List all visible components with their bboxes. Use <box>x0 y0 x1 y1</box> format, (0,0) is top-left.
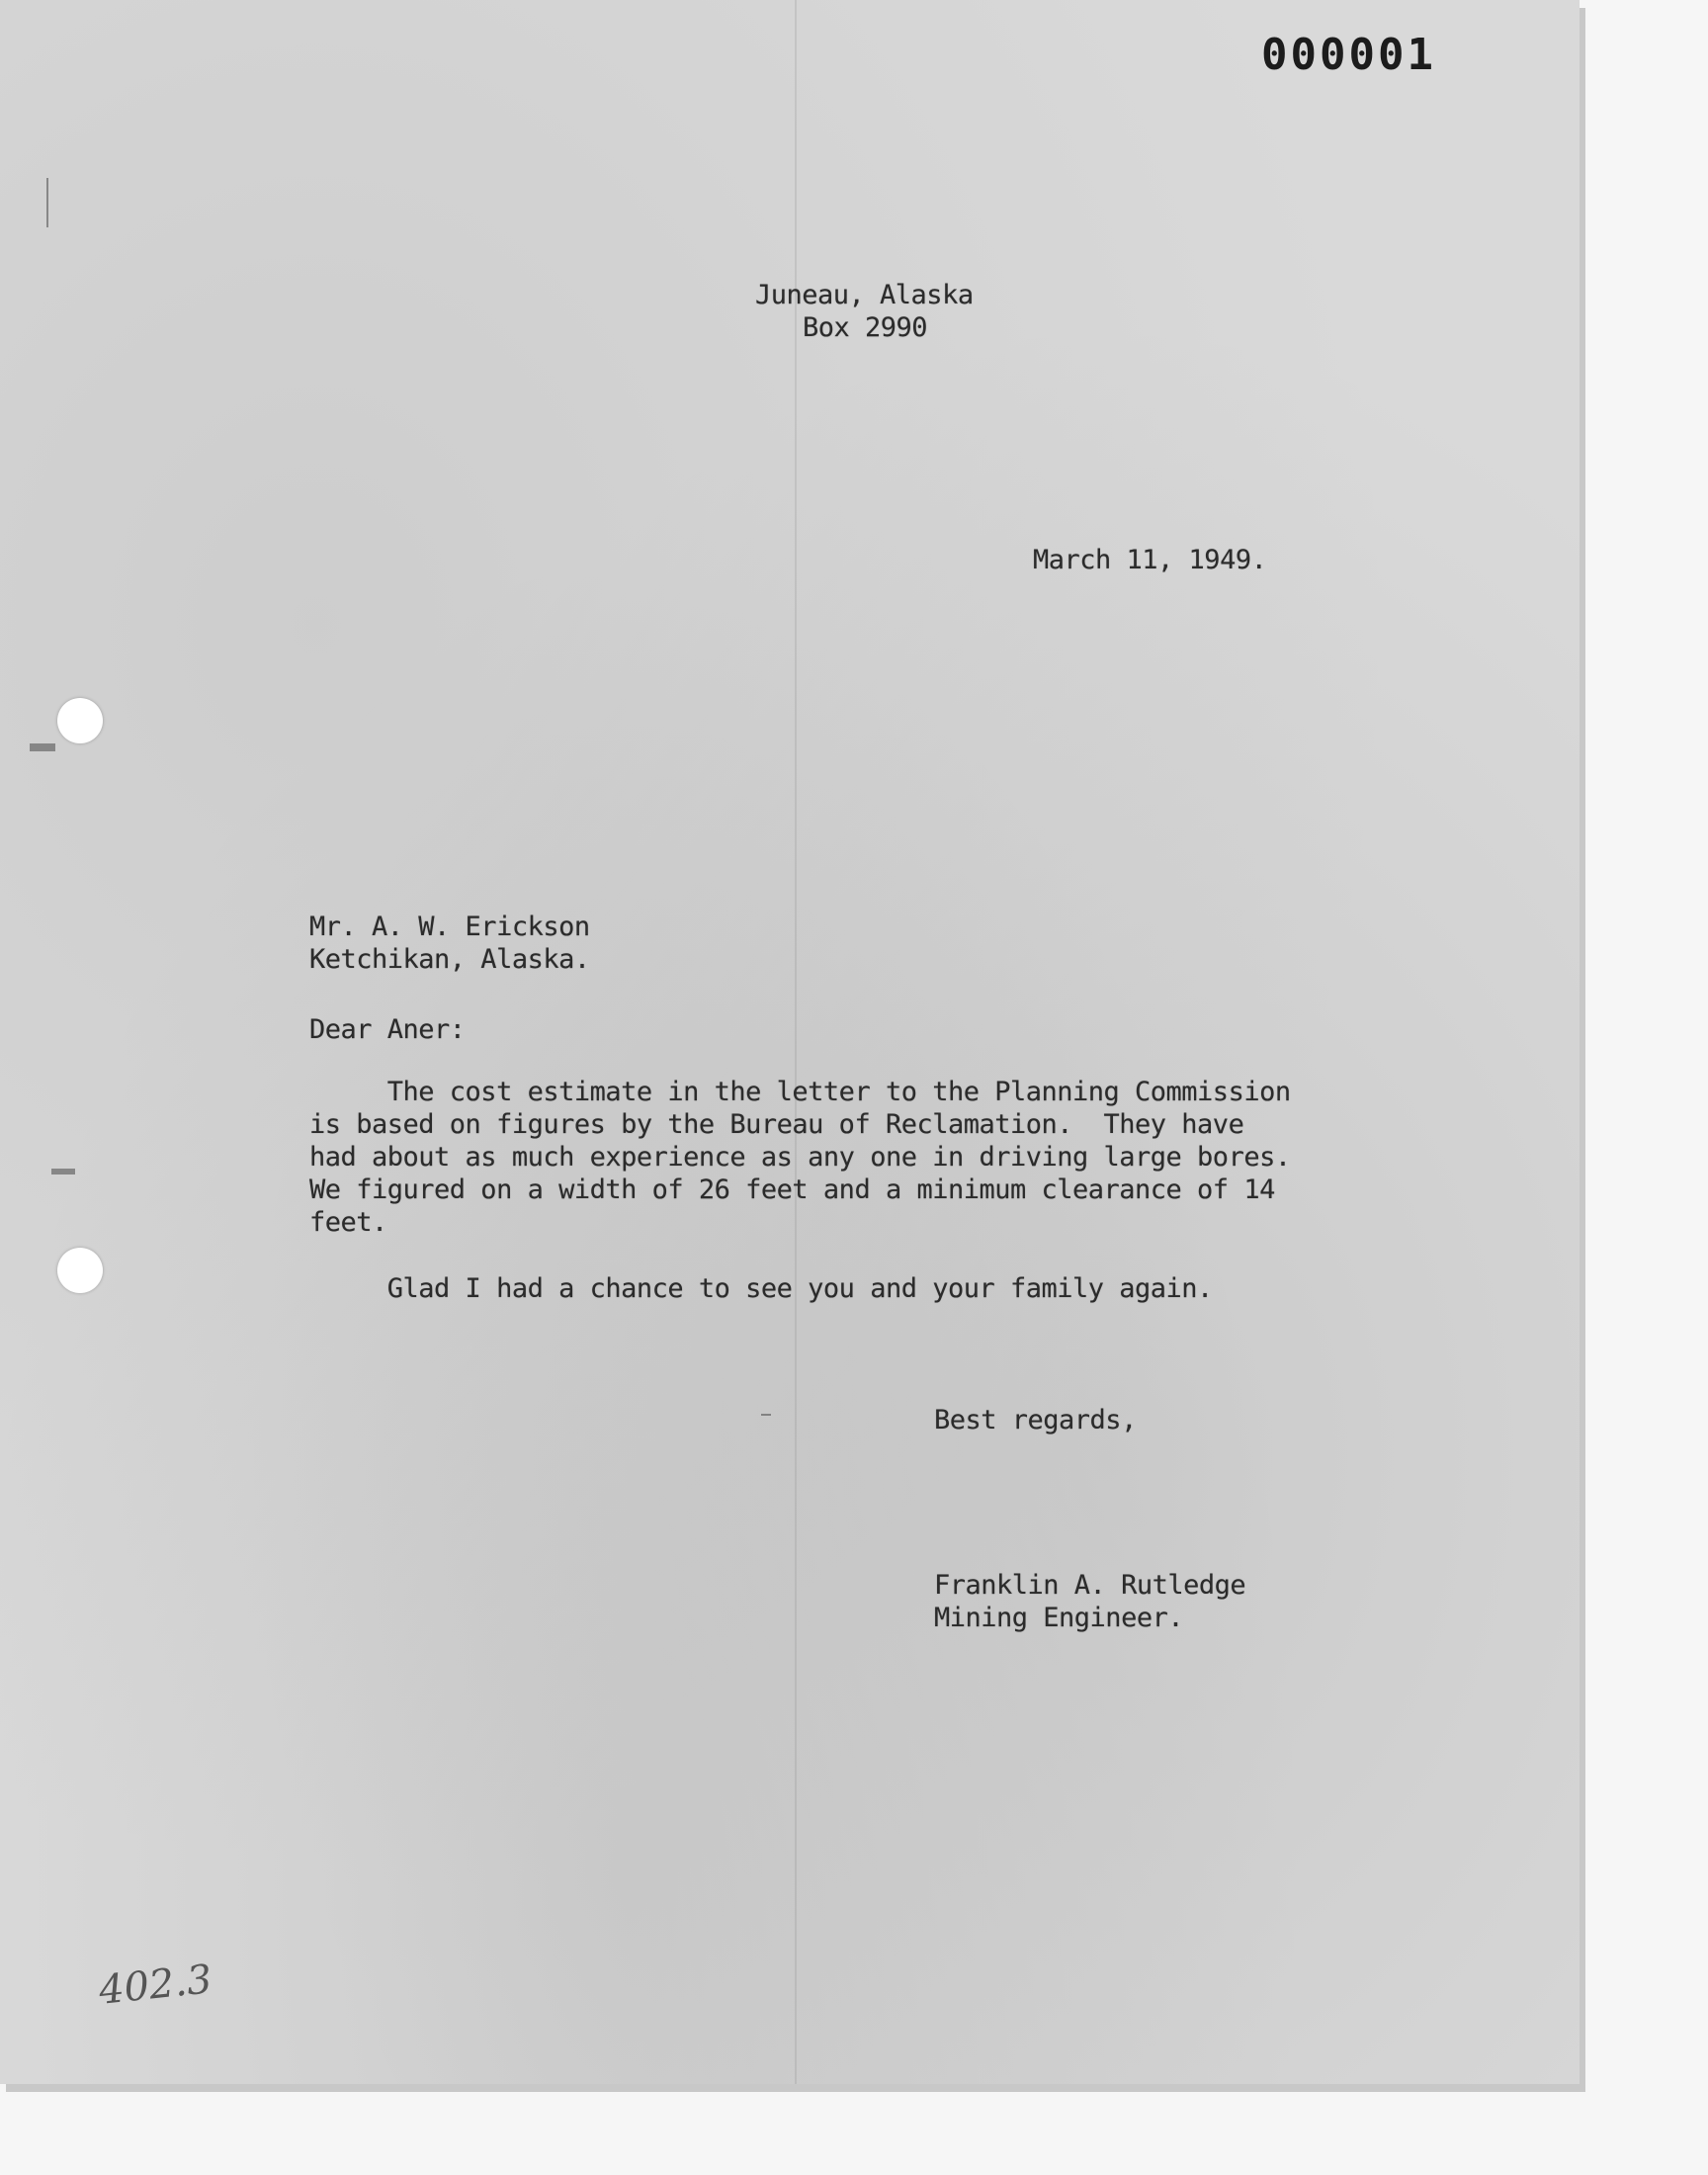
recipient-city: Ketchikan, Alaska. <box>309 944 590 975</box>
ink-smudge <box>30 743 55 751</box>
signature-name: Franklin A. Rutledge <box>934 1570 1246 1601</box>
salutation: Dear Aner: <box>309 1014 466 1045</box>
body-line: feet. <box>309 1207 387 1238</box>
body-line: We figured on a width of 26 feet and a minimum clearance of 14 <box>309 1174 1275 1205</box>
letter-date: March 11, 1949. <box>1033 545 1267 575</box>
document-number-stamp: 000001 <box>1261 30 1436 80</box>
signature-title: Mining Engineer. <box>934 1603 1184 1633</box>
sender-box: Box 2990 <box>803 312 928 343</box>
body-line: had about as much experience as any one in driving large bores. <box>309 1142 1291 1173</box>
body-paragraph-2: Glad I had a chance to see you and your family again. <box>309 1273 1213 1304</box>
sender-city: Juneau, Alaska <box>755 280 974 310</box>
body-line: is based on figures by the Bureau of Reclamation. They have <box>309 1109 1244 1140</box>
handwritten-file-note: 402.3 <box>96 1957 214 2014</box>
stray-mark <box>761 1414 771 1416</box>
recipient-name: Mr. A. W. Erickson <box>309 912 590 942</box>
pencil-mark <box>46 178 48 227</box>
punch-hole-upper <box>57 698 103 743</box>
punch-hole-lower <box>57 1248 103 1293</box>
ink-smudge <box>51 1169 75 1174</box>
body-line: The cost estimate in the letter to the Planning Commission <box>309 1077 1291 1107</box>
closing: Best regards, <box>934 1405 1137 1436</box>
paper-fold-line <box>795 0 797 2084</box>
